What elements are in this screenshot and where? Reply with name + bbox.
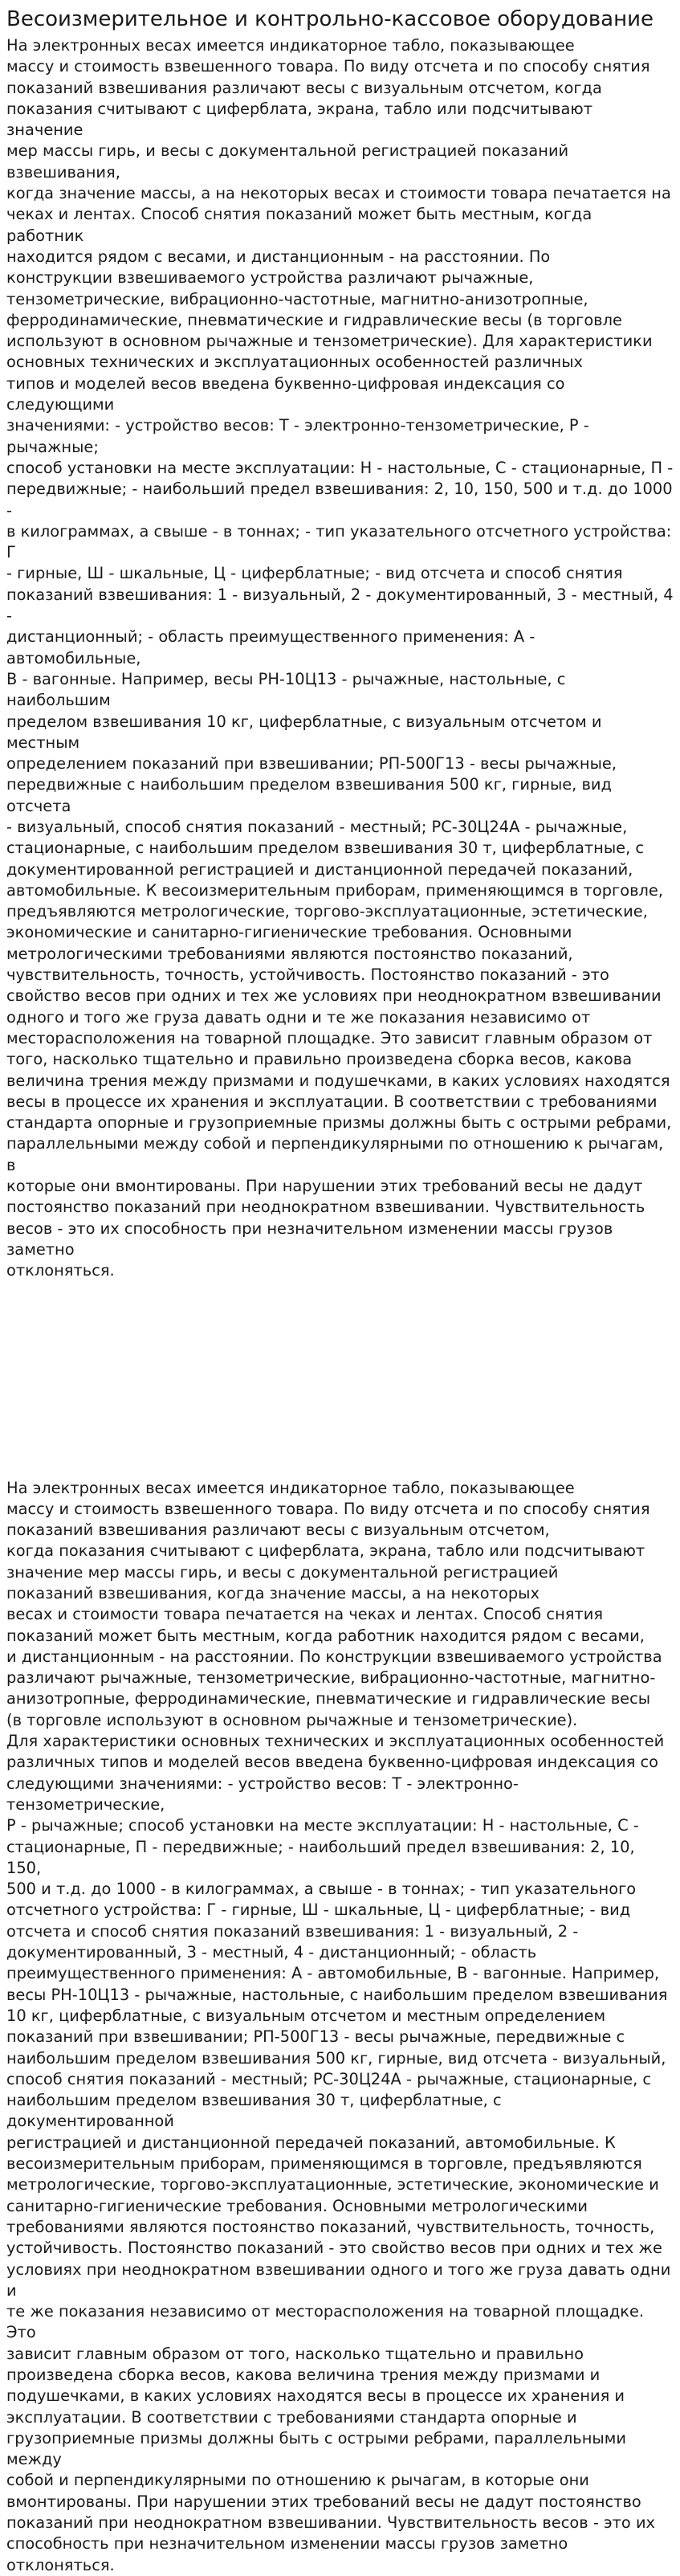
article-paragraph-1: На электронных весах имеется индикаторное табло, показывающее массу и стоимость взвешенного товара. По виду отсчета и по способу снятия показаний взвешивания различают весы с визуальным отсчетом, когда показания считывают с циферблата, экрана, табло или подсчитывают значение мер массы гирь, и весы с документальной регистрацией показаний взвешивания, когда значение массы, а на некоторых весах и стоимости товара печатается на чеках и лентах. Способ снятия показаний может быть местным, когда работник находится рядом с весами, и дистанционным - на расстоянии. По конструкции взвешиваемого устройства различают рычажные, тензометрические, вибрационно-частотные, магнитно-анизотропные, ферродинамические, пневматические и гидравлические весы (в торговле используют в основном рычажные и тензометрические). Для характеристики основных технических и эксплуатационных особенностей различных типов и моделей весов введена буквенно-цифровая индексация со следующими значениями: - устройство весов: Т - электронно-тензометрические, Р - рычажные; способ установки на месте эксплуатации: Н - настольные, С - стационарные, П - передвижные; - наибольший предел взвешивания: 2, 10, 150, 500 и т.д. до 1000 - в килограммах, а свыше - в тоннах; - тип указательного отсчетного устройства: Г - гирные, Ш - шкальные, Ц - циферблатные; - вид отсчета и способ снятия показаний взвешивания: 1 - визуальный, 2 - документированный, 3 - местный, 4 - дистанционный; - область преимущественного применения: А - автомобильные, В - вагонные. Например, весы РН-10Ц13 - рычажные, настольные, с наибольшим пределом взвешивания 10 кг, циферблатные, с визуальным отсчетом и местным определением показаний при взвешивании; РП-500Г13 - весы рычажные, передвижные с наибольшим пределом взвешивания 500 кг, гирные, вид отсчета - визуальный, способ снятия показаний - местный; РС-30Ц24А - рычажные, стационарные, с наибольшим пределом взвешивания 30 т, циферблатные, с документированной регистрацией и дистанционной передачей показаний, автомобильные. К весоизмерительным приборам, применяющимся в торговле, предъявляются метрологические, торгово-эксплуатационные, эстетические, экономические и санитарно-гигиенические требования. Основными метрологическими требованиями являются постоянство показаний, чувствительность, точность, устойчивость. Постоянство показаний - это свойство весов при одних и тех же условиях при неоднократном взвешивании одного и того же груза давать одни и те же показания независимо от месторасположения на товарной площадке. Это зависит главным образом от того, насколько тщательно и правильно произведена сборка весов, какова величина трения между призмами и подушечками, в каких условиях находятся весы в процессе их хранения и эксплуатации. В соответствии с требованиями стандарта опорные и грузоприемные призмы должны быть с острыми ребрами, параллельными между собой и перпендикулярными по отношению к рычагам, в которые они вмонтированы. При нарушении этих требований весы не дадут постоянство показаний при неоднократном взвешивании. Чувствительность весов - это их способность при незначительном изменении массы грузов заметно отклоняться. (6, 36, 674, 1280)
article-paragraph-2: На электронных весах имеется индикаторное табло, показывающее массу и стоимость взвешенного товара. По виду отсчета и по способу снятия показаний взвешивания различают весы с визуальным отсчетом, когда показания считывают с циферблата, экрана, табло или подсчитывают значение мер массы гирь, и весы с документальной регистрацией показаний взвешивания, когда значение массы, а на некоторых весах и стоимости товара печатается на чеках и лентах. Способ снятия показаний может быть местным, когда работник находится рядом с весами, и дистанционным - на расстоянии. По конструкции взвешиваемого устройства различают рычажные, тензометрические, вибрационно-частотные, магнитно- анизотропные, ферродинамические, пневматические и гидравлические весы (в торговле используют в основном рычажные и тензометрические). Для характеристики основных технических и эксплуатационных особенностей различных типов и моделей весов введена буквенно-цифровая индексация со следующими значениями: - устройство весов: Т - электронно-тензометрические, Р - рычажные; способ установки на месте эксплуатации: Н - настольные, С - стационарные, П - передвижные; - наибольший предел взвешивания: 2, 10, 150, 500 и т.д. до 1000 - в килограммах, а свыше - в тоннах; - тип указательного отсчетного устройства: Г - гирные, Ш - шкальные, Ц - циферблатные; - вид отсчета и способ снятия показаний взвешивания: 1 - визуальный, 2 - документированный, 3 - местный, 4 - дистанционный; - область преимущественного применения: А - автомобильные, В - вагонные. Например, весы РН-10Ц13 - рычажные, настольные, с наибольшим пределом взвешивания 10 кг, циферблатные, с визуальным отсчетом и местным определением показаний при взвешивании; РП-500Г13 - весы рычажные, передвижные с наибольшим пределом взвешивания 500 кг, гирные, вид отсчета - визуальный, способ снятия показаний - местный; РС-30Ц24А - рычажные, стационарные, с наибольшим пределом взвешивания 30 т, циферблатные, с документированной регистрацией и дистанционной передачей показаний, автомобильные. К весоизмерительным приборам, применяющимся в торговле, предъявляются метрологические, торгово-эксплуатационные, эстетические, экономические и санитарно-гигиенические требования. Основными метрологическими требованиями являются постоянство показаний, чувствительность, точность, устойчивость. Постоянство показаний - это свойство весов при одних и тех же условиях при неоднократном взвешивании одного и того же груза давать одни и те же показания независимо от месторасположения на товарной площадке. Это зависит главным образом от того, насколько тщательно и правильно произведена сборка весов, какова величина трения между призмами и подушечками, в каких условиях находятся весы в процессе их хранения и эксплуатации. В соответствии с требованиями стандарта опорные и грузоприемные призмы должны быть с острыми ребрами, параллельными между собой и перпендикулярными по отношению к рычагам, в которые они вмонтированы. При нарушении этих требований весы не дадут постоянство показаний при неоднократном взвешивании. Чувствительность весов - это их способность при незначительном изменении массы грузов заметно отклоняться. (6, 1478, 671, 2574)
page-title: Весоизмерительное и контрольно-кассовое оборудование (6, 7, 654, 31)
blank-spacer (6, 1282, 674, 1478)
